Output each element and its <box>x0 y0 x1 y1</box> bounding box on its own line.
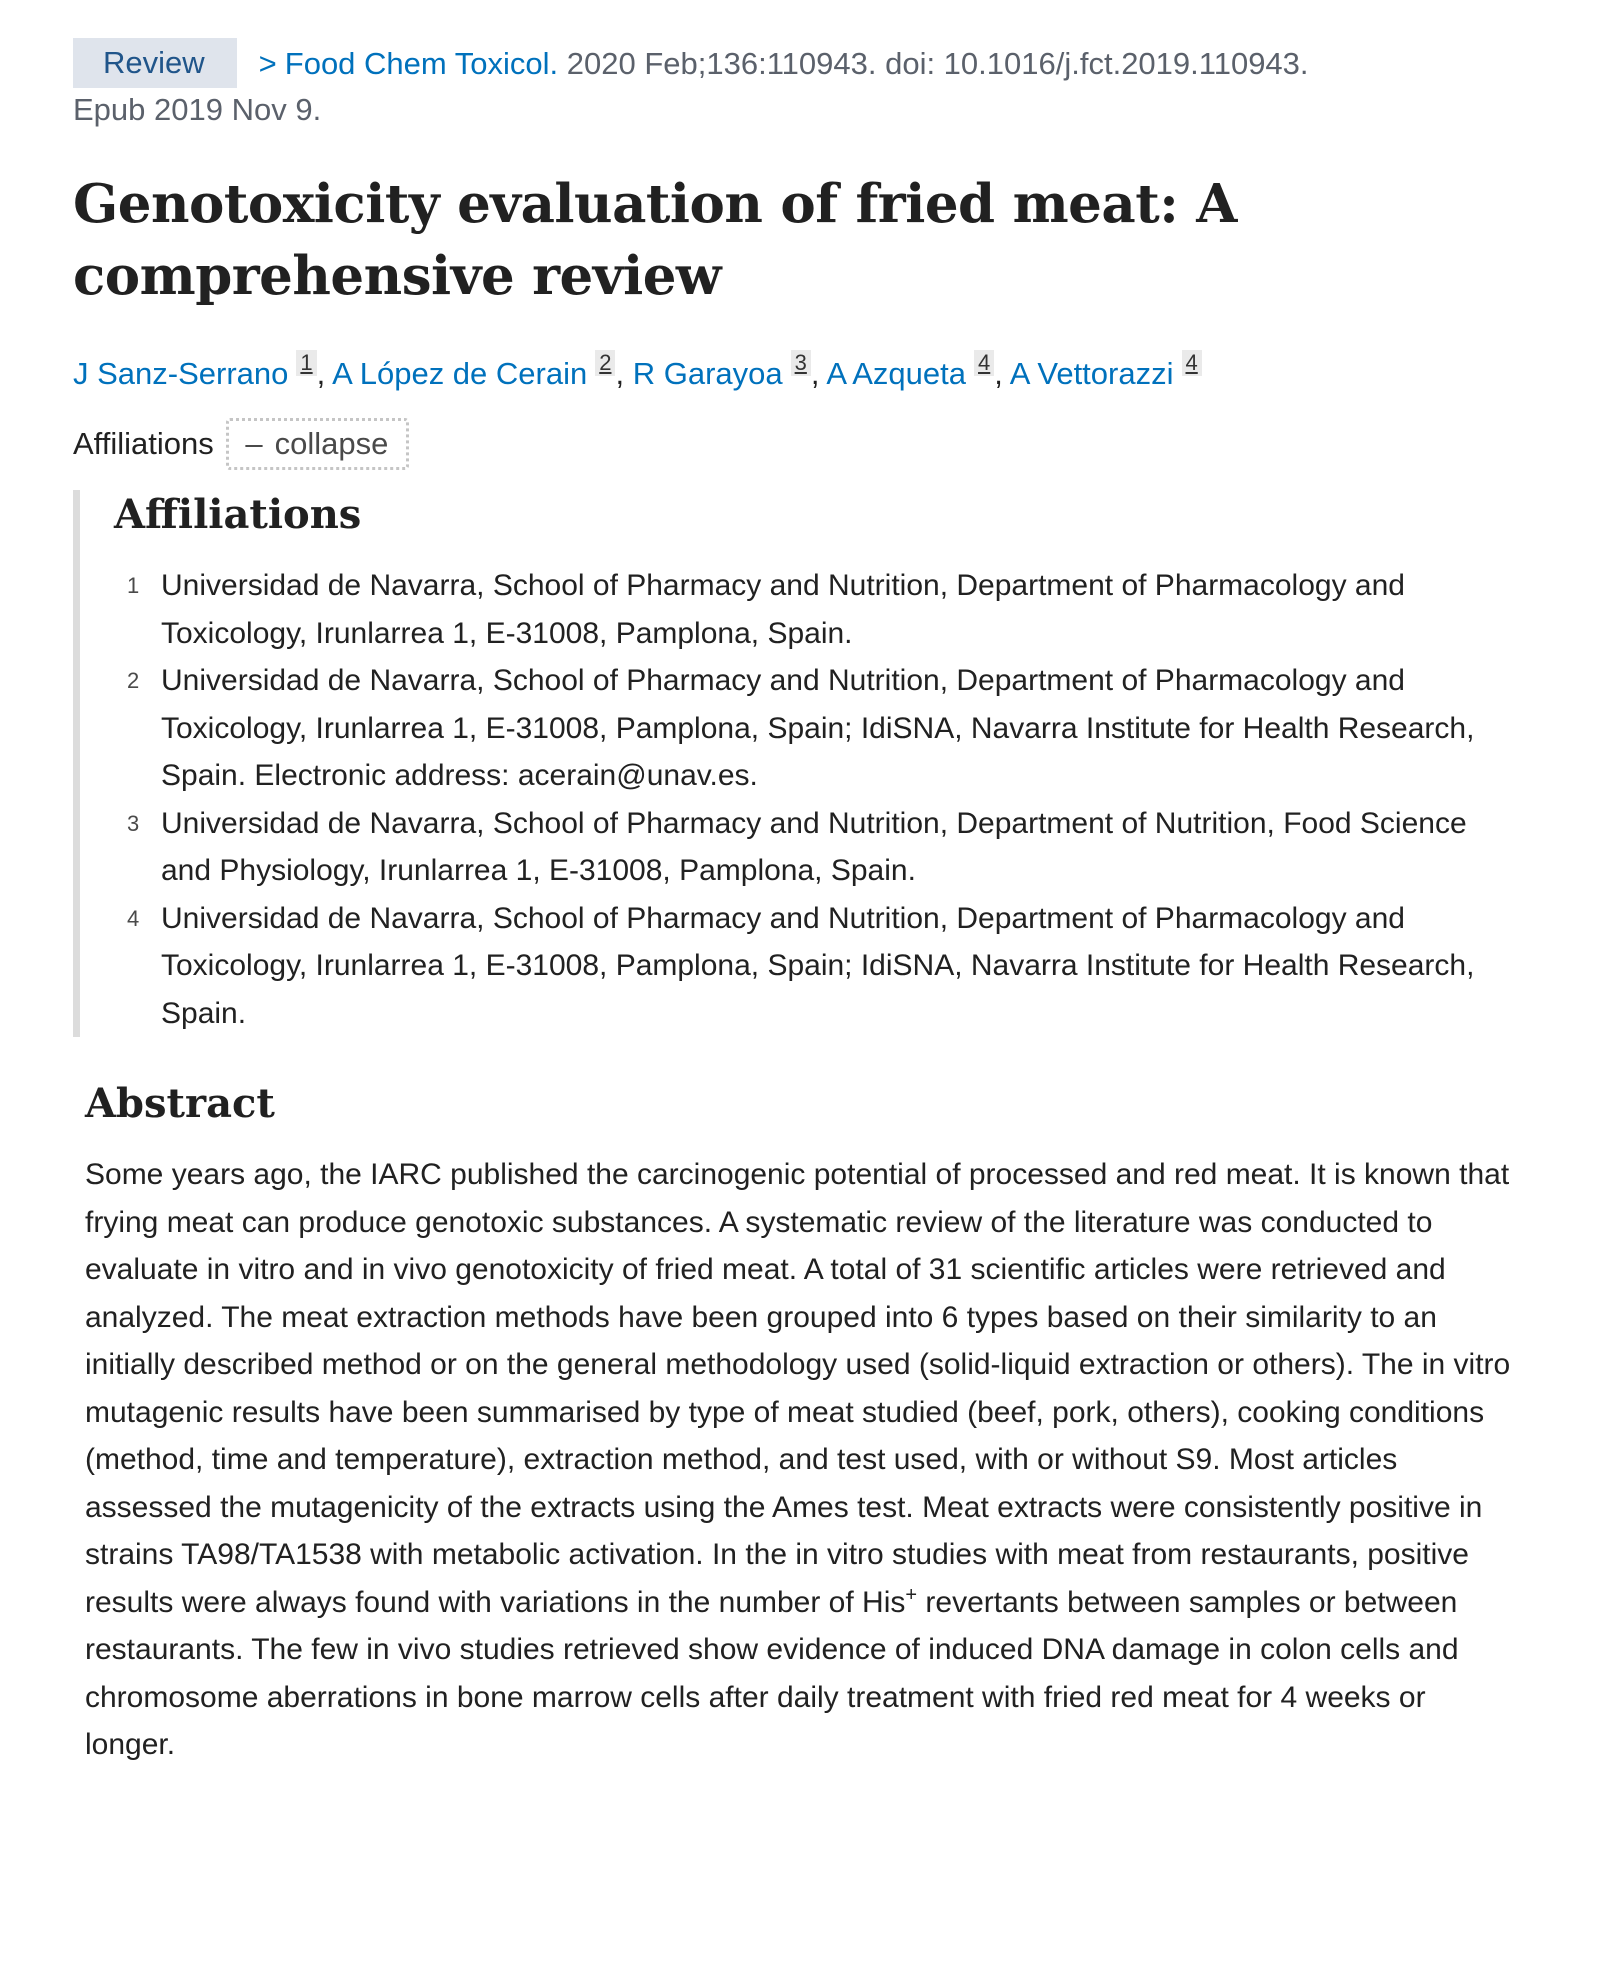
affiliation-ref[interactable]: 1 <box>296 350 316 376</box>
affiliation-item <box>114 657 1513 800</box>
authors-list: J Sanz-Serrano 1 , A López de Cerain 2 , R Garayoa 3 , A Azqueta 4 , A Vettorazzi 4 <box>73 350 1513 396</box>
affiliation-number: 4 <box>127 905 140 931</box>
abstract-text <box>85 1151 1515 1769</box>
affiliation-item <box>114 800 1513 895</box>
chevron-right-icon: > <box>258 46 277 81</box>
page-title: Genotoxicity evaluation of fried meat: A comprehensive review <box>73 173 1237 307</box>
affiliation-ref[interactable]: 2 <box>595 350 615 376</box>
article-page <box>73 38 1513 1769</box>
affiliation-ref[interactable]: 3 <box>791 350 811 376</box>
abstract-superscript: + <box>905 1583 918 1606</box>
author-item <box>73 350 317 391</box>
author-link[interactable]: A Azqueta <box>826 356 967 391</box>
affiliations-toggle-row <box>73 418 1513 470</box>
citation-line <box>73 38 1513 90</box>
affiliation-text: Universidad de Navarra, School of Pharmacy and Nutrition, Department of Pharmacology and Toxicology, Irunlarrea 1, E-31008, Pamplona, Spain. <box>161 569 1405 650</box>
abstract-section <box>73 1079 1513 1769</box>
citation-details: 2020 Feb;136:110943. doi: 10.1016/j.fct.2019.110943. <box>566 46 1309 81</box>
journal-link[interactable]: Food Chem Toxicol. <box>284 46 559 81</box>
affiliation-number: 1 <box>127 573 140 598</box>
epub-date: Epub 2019 Nov 9. <box>73 92 322 127</box>
author-item <box>332 350 615 391</box>
collapse-affiliations-button[interactable] <box>226 418 409 470</box>
affiliation-text: Universidad de Navarra, School of Pharmacy and Nutrition, Department of Nutrition, Food Science and Physiology, Irunlarrea 1, E-31008, Pamplona, Spain. <box>161 806 1467 887</box>
affiliations-heading: Affiliations <box>114 491 362 538</box>
author-link[interactable]: J Sanz-Serrano <box>73 356 289 391</box>
affiliations-panel <box>73 490 1513 1037</box>
affiliation-text: Universidad de Navarra, School of Pharmacy and Nutrition, Department of Pharmacology and Toxicology, Irunlarrea 1, E-31008, Pamplona, Spain; IdiSNA, Navarra Institute for Health Research, Spain. <box>161 901 1475 1030</box>
author-link[interactable]: A Vettorazzi <box>1009 356 1174 391</box>
author-item <box>632 350 811 391</box>
publication-type-badge: Review <box>73 38 237 88</box>
affiliation-ref[interactable]: 4 <box>974 350 994 376</box>
author-item <box>1009 350 1202 391</box>
abstract-text-part2: revertants between samples or between restaurants. The few in vivo studies retrieved show evidence of induced DNA damage in colon cells and chromosome aberrations in bone marrow cells after daily treatment with fried red meat for 4 weeks or longer. <box>85 1585 1459 1761</box>
author-link[interactable]: A López de Cerain <box>332 356 588 391</box>
affiliations-toggle-label: Affiliations <box>73 426 214 461</box>
affiliation-number: 3 <box>127 810 140 836</box>
affiliations-list <box>114 562 1513 1037</box>
affiliation-text: Universidad de Navarra, School of Pharmacy and Nutrition, Department of Pharmacology and Toxicology, Irunlarrea 1, E-31008, Pamplona, Spain; IdiSNA, Navarra Institute for Health Research, Spain. Electronic address: acerain@unav.es. <box>161 664 1475 792</box>
collapse-button-label: collapse <box>274 426 389 461</box>
author-link[interactable]: R Garayoa <box>632 356 783 391</box>
affiliation-number: 2 <box>127 668 140 693</box>
affiliation-item <box>114 562 1513 657</box>
affiliation-ref[interactable]: 4 <box>1182 350 1202 376</box>
affiliation-item <box>114 895 1513 1038</box>
author-item <box>826 350 994 391</box>
abstract-heading: Abstract <box>85 1080 275 1127</box>
abstract-text-part1: Some years ago, the IARC published the carcinogenic potential of processed and red meat. It is known that frying meat can produce genotoxic substances. A systematic review of the literature was conducted to evaluate in vitro and in vivo genotoxicity of fried meat. A total of 31 scientific articles were retrieved and analyzed. The meat extraction methods have been grouped into 6 types based on their similarity to an initially described method or on the general methodology used (solid-liquid extraction or others). The in vitro mutagenic results have been summarised by type of meat studied (beef, pork, others), cooking conditions (method, time and temperature), extraction method, and test used, with or without S9. Most articles assessed the mutagenicity of the extracts using the Ames test. Meat extracts were consistently positive in strains TA98/TA1538 with metabolic activation. In the in vitro studies with meat from restaurants, positive results were always found with variations in the number of His <box>85 1158 1511 1619</box>
minus-icon: – <box>245 426 263 461</box>
